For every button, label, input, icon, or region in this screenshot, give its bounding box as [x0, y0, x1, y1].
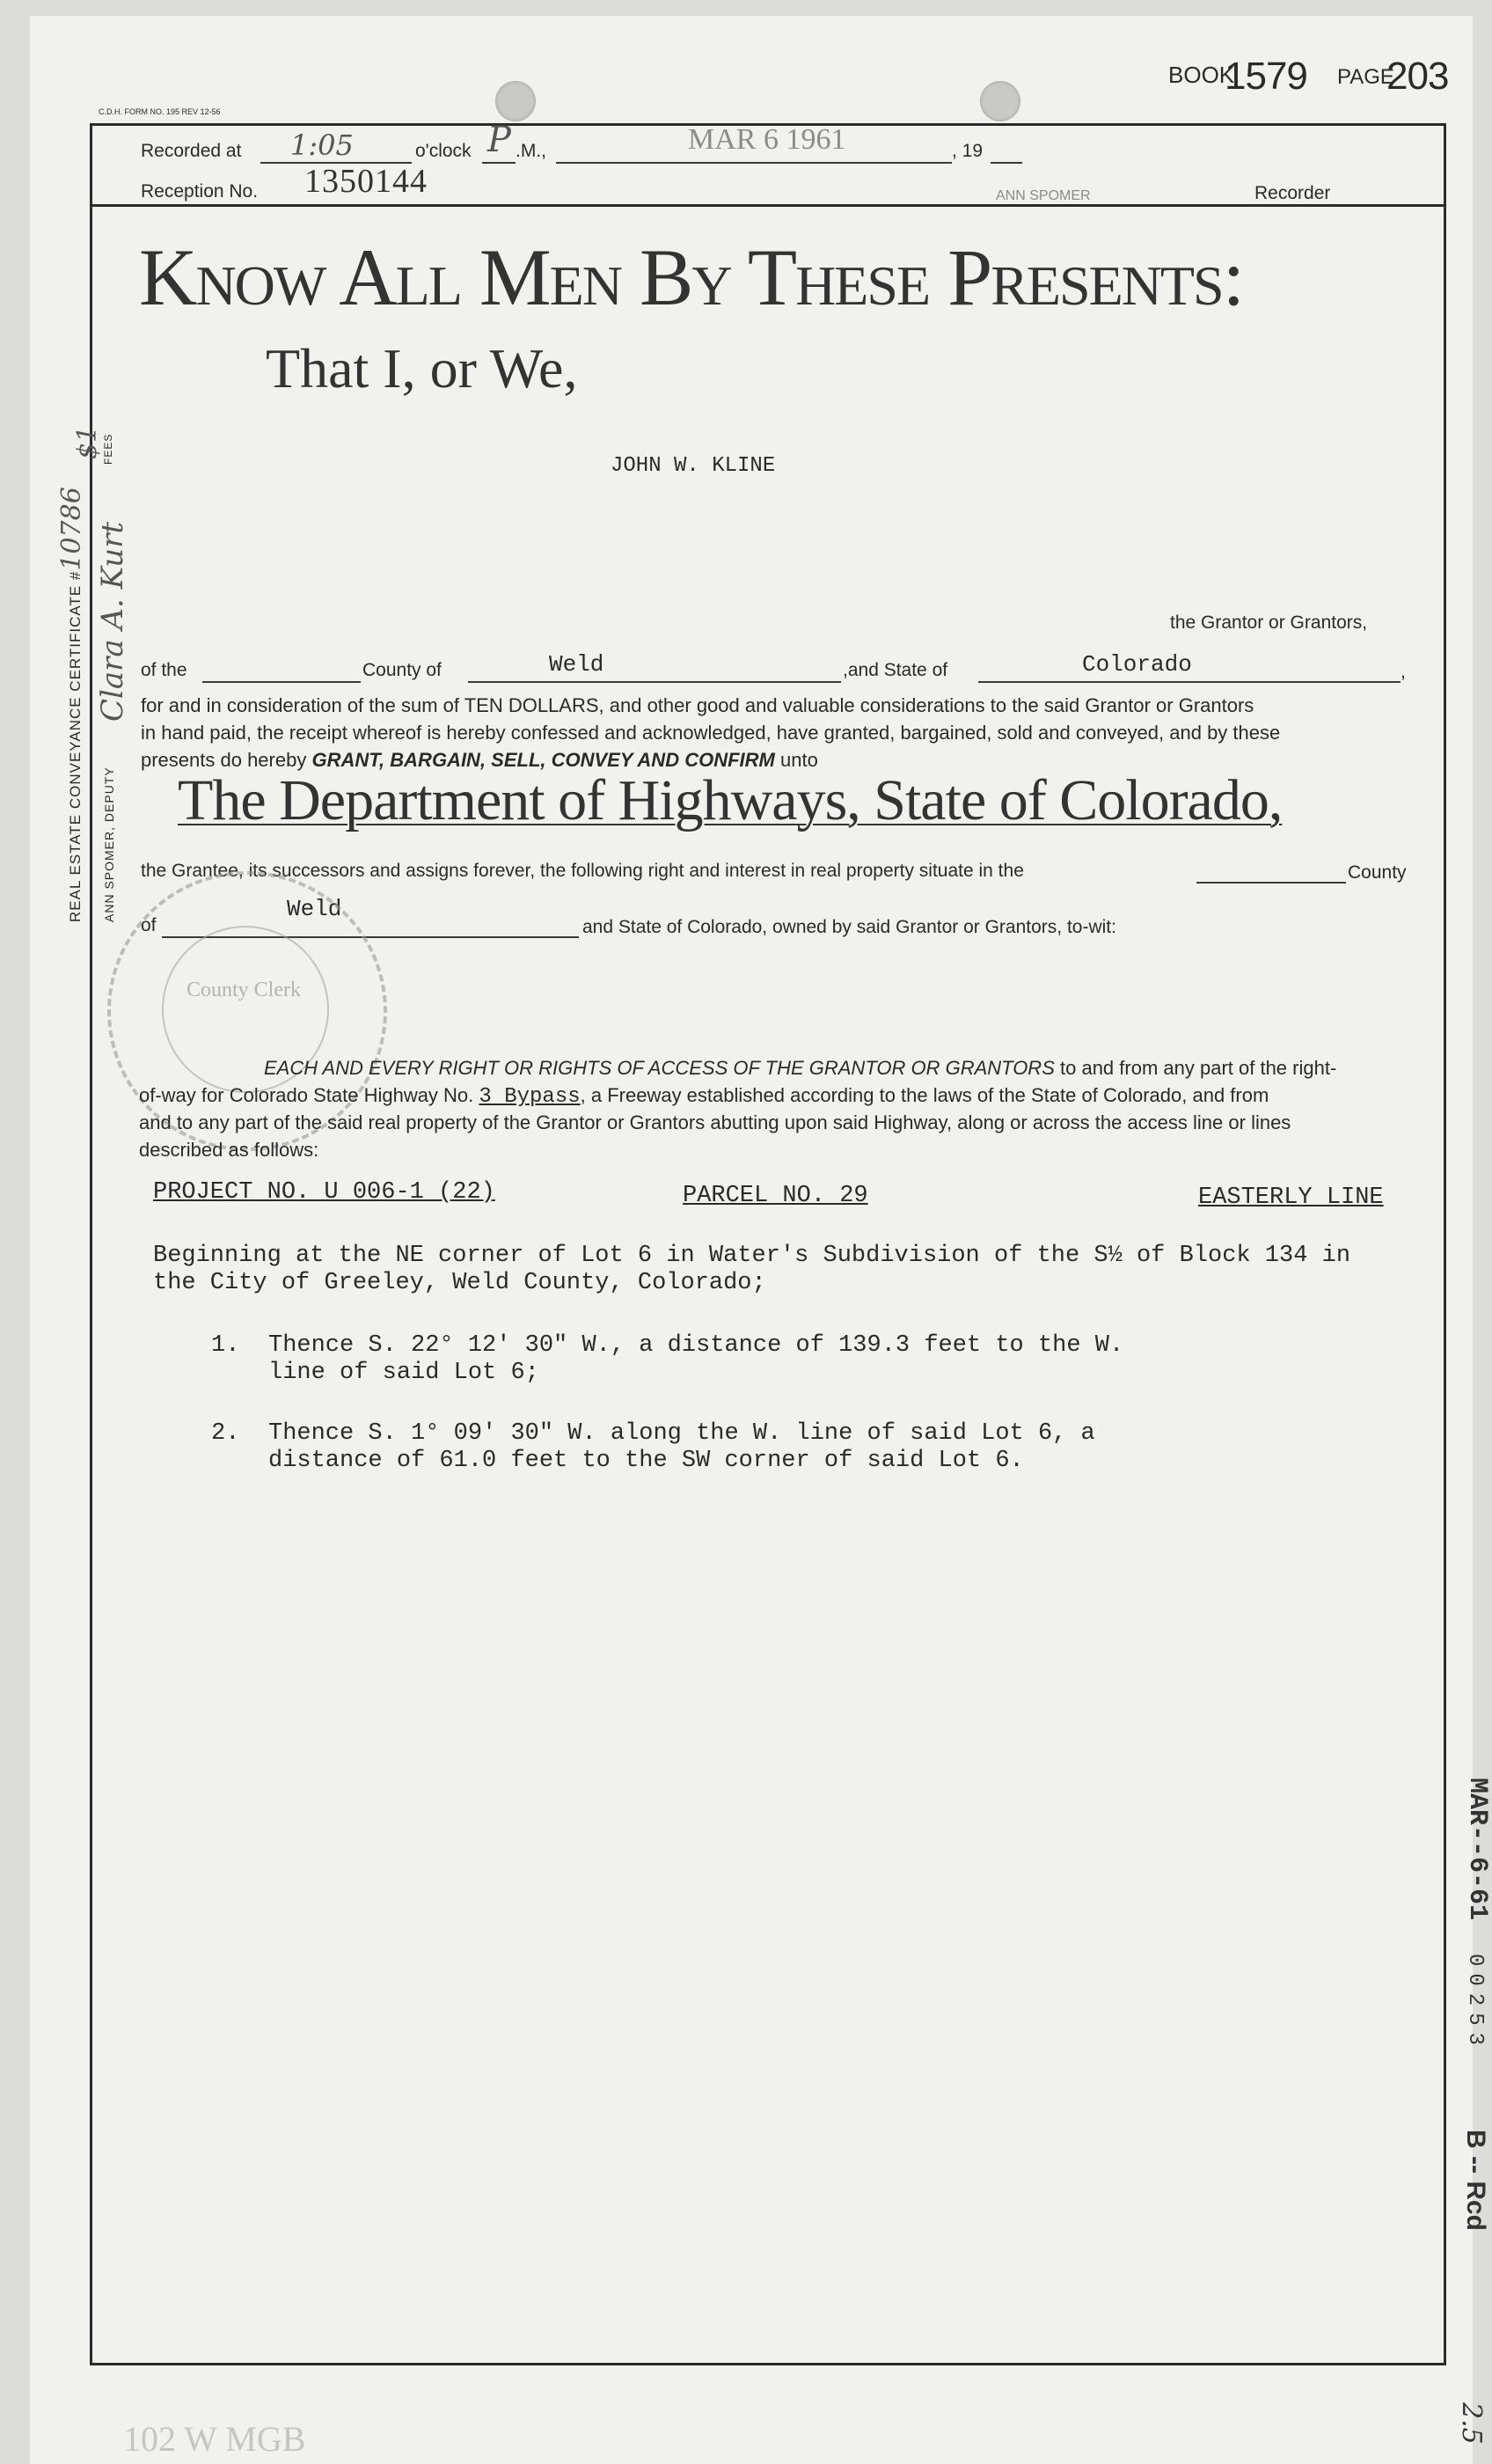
seal-text: County Clerk — [186, 979, 301, 1001]
reception-label: Reception No. — [141, 181, 259, 202]
date-line — [556, 162, 952, 164]
access-prefix: of-way for Colorado State Highway No. — [139, 1084, 474, 1106]
highway-number: 3 Bypass — [479, 1085, 581, 1109]
recorded-at-label: Recorded at — [141, 141, 242, 161]
meridian-suffix: .M., — [516, 141, 546, 161]
oclock-label: o'clock — [415, 141, 472, 161]
state-blank — [978, 681, 1401, 683]
parcel-number: PARCEL NO. 29 — [683, 1183, 868, 1209]
deputy-signature: Clara A. Kurt — [95, 521, 130, 722]
consideration-line-2: in hand paid, the receipt whereof is hereby confessed and acknowledged, have granted, bargained, sold and conveyed, and by these — [141, 722, 1281, 744]
access-line-2 — [139, 1082, 1269, 1111]
document-title: Know All Men By These Presents: — [139, 232, 1244, 322]
state-value: Colorado — [1082, 651, 1192, 678]
right-bottom-number: 2.5 — [1456, 2402, 1487, 2445]
year-line — [991, 162, 1022, 164]
certificate-number: 10786 — [56, 487, 87, 571]
step-1-line-1: Thence S. 22° 12' 30" W., a distance of 139.3 feet to the W. — [268, 1332, 1124, 1359]
of-the-label: of the — [141, 660, 187, 680]
state-comma: , — [1401, 662, 1406, 682]
access-line-3: and to any part of the said real property of the Grantor or Grantors abutting upon said Highway, along or across the access line or lines — [139, 1111, 1291, 1133]
bottom-bleed-text: 102 W MGB — [123, 2419, 306, 2459]
reception-number: 1350144 — [304, 163, 428, 200]
certificate-label: REAL ESTATE CONVEYANCE CERTIFICATE #10786 — [56, 487, 87, 922]
right-stamp-number: 00253 — [1463, 1954, 1487, 2053]
access-after-italic: to and from any part of the right- — [1060, 1057, 1337, 1079]
grantee-rest: and State of Colorado, owned by said Grantor or Grantors, to-wit: — [582, 917, 1116, 937]
grantor-label: the Grantor or Grantors, — [1170, 612, 1368, 633]
of-word: of — [141, 915, 157, 935]
punch-hole-left — [495, 81, 536, 121]
beginning-line-2: the City of Greeley, Weld County, Colorado; — [153, 1270, 766, 1296]
fees-value: $1 — [72, 425, 103, 459]
project-number: PROJECT NO. U 006-1 (22) — [153, 1179, 495, 1206]
recorder-label: Recorder — [1254, 183, 1331, 203]
recorder-stamp: ANN SPOMER — [996, 188, 1091, 203]
book-number: 1579 — [1225, 55, 1307, 98]
access-suffix: , a Freeway established according to the laws of the State of Colorado, and from — [580, 1084, 1269, 1106]
line-type: EASTERLY LINE — [1198, 1184, 1384, 1211]
step-2-num: 2. — [211, 1420, 240, 1447]
document-subtitle: That I, or We, — [266, 337, 578, 400]
step-1-line-2: line of said Lot 6; — [268, 1360, 539, 1386]
step-2-line-2: distance of 61.0 feet to the SW corner of said Lot 6. — [268, 1448, 1024, 1474]
of-the-blank — [202, 681, 361, 683]
meridian-handwritten: P — [487, 120, 511, 160]
county-word: County — [1348, 862, 1407, 883]
state-of-label: ,and State of — [843, 660, 948, 680]
county-of-label: County of — [362, 660, 442, 680]
step-1-num: 1. — [211, 1332, 240, 1359]
access-line-1 — [264, 1054, 1336, 1082]
recorded-time: 1:05 — [290, 128, 354, 162]
deputy-label: ANN SPOMER, DEPUTY — [102, 766, 116, 922]
step-2-line-1: Thence S. 1° 09' 30" W. along the W. line of said Lot 6, a — [268, 1420, 1095, 1447]
fees-label: FEES — [102, 433, 114, 465]
beginning-line-1: Beginning at the NE corner of Lot 6 in Water's Subdivision of the S½ of Block 134 in — [153, 1243, 1351, 1269]
grantee-county-blank — [1196, 882, 1346, 884]
access-line-4: described as follows: — [139, 1139, 319, 1161]
book-label: BOOK — [1168, 62, 1235, 88]
date-stamp: MAR 6 1961 — [688, 123, 846, 156]
right-stamp-code: B -- Rcd — [1461, 2130, 1490, 2231]
form-code: C.D.H. FORM NO. 195 REV 12-56 — [99, 107, 221, 116]
year-label: , 19 — [952, 141, 984, 161]
county-blank — [468, 681, 841, 683]
presents-suffix: unto — [779, 749, 818, 771]
grant-words: GRANT, BARGAIN, SELL, CONVEY AND CONFIRM — [311, 749, 775, 771]
grantor-name: JOHN W. KLINE — [611, 454, 776, 478]
meridian-line — [482, 162, 516, 164]
page-label: PAGE — [1337, 65, 1394, 89]
right-stamp-date: MAR--6-61 — [1462, 1778, 1492, 1921]
access-italic: EACH AND EVERY RIGHT OR RIGHTS OF ACCESS OF THE GRANTOR OR GRANTORS — [264, 1057, 1055, 1079]
presents-prefix: presents do hereby — [141, 749, 307, 771]
punch-hole-right — [980, 81, 1020, 121]
county-value: Weld — [549, 651, 604, 678]
consideration-line-1: for and in consideration of the sum of TEN DOLLARS, and other good and valuable considerations to the said Grantor or Grantors — [141, 694, 1254, 716]
weld-value: Weld — [287, 896, 342, 922]
grantee-text: the Grantee, its successors and assigns forever, the following right and interest in real property situate in the — [141, 861, 1024, 881]
page-number: 203 — [1386, 55, 1449, 98]
header-divider — [90, 204, 1446, 207]
grantee-name: The Department of Highways, State of Colorado, — [178, 768, 1283, 832]
